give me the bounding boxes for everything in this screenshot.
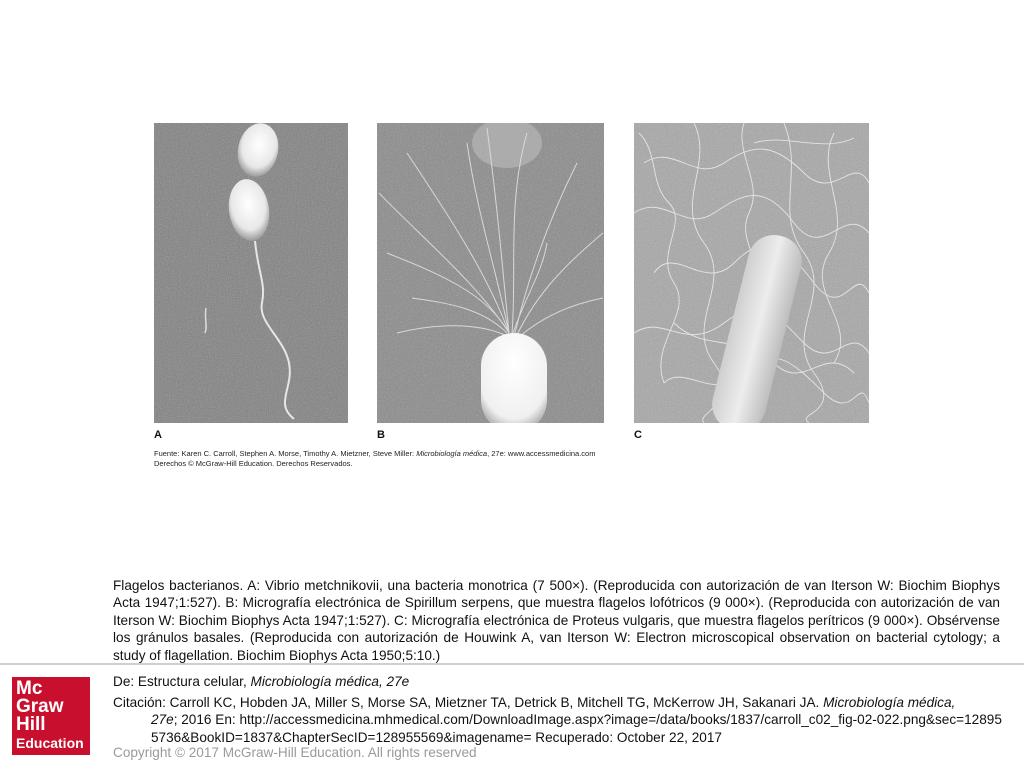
chapter-prefix: De: Estructura celular, bbox=[113, 674, 251, 689]
logo-line-3: Hill bbox=[16, 714, 46, 735]
figure-source bbox=[154, 449, 595, 469]
divider bbox=[0, 663, 1024, 665]
logo-line-4: Education bbox=[16, 735, 84, 751]
source-title: Microbiología médica bbox=[416, 449, 488, 458]
panel-label-a: A bbox=[154, 429, 162, 441]
book-title: Microbiología médica, 27e bbox=[250, 674, 410, 689]
figure-caption: Flagelos bacterianos. A: Vibrio metchnikovii, una bacteria monotrica (7 500×). (Reproducida con autorización de van Iterson W: Biochim Biophys Acta 1947;1:527). B: Micrografía electrónica de Spirillum serpens, que muestra flagelos lofótricos (9 000×). (Reproducida con autorización de van Iterson W: Biochim Biophys Acta 1947;1:527). C: Micrografía electrónica de Proteus vulgaris, que muestra flagelos perítricos (9 000×). Obsérvense los gránulos basales. (Reproducida con autorización de Houwink A, van Iterson W: Electron microscopical observation on bacterial cytology; a study of flagellation. Biochim Biophys Acta 1950;5:10.) bbox=[113, 578, 1000, 663]
panel-label-b: B bbox=[377, 429, 385, 441]
micrograph-panel-c bbox=[634, 123, 869, 423]
logo-line-1: Mc bbox=[16, 678, 43, 699]
citation-title-a: Microbiología médica, bbox=[823, 695, 956, 710]
citation-title-b: 27e bbox=[151, 712, 174, 728]
source-prefix: Fuente: Karen C. Carroll, Stephen A. Morse, Timothy A. Mietzner, Steve Miller: bbox=[154, 449, 417, 458]
panel-label-c: C bbox=[634, 429, 642, 441]
micrograph-panel-a bbox=[154, 123, 348, 423]
chapter-line bbox=[113, 673, 409, 690]
copyright-notice: Copyright © 2017 McGraw-Hill Education. All rights reserved bbox=[113, 745, 477, 760]
source-rights: Derechos © McGraw-Hill Education. Derechos Reservados. bbox=[154, 459, 353, 468]
micrograph-panel-b bbox=[377, 123, 604, 423]
mcgraw-hill-logo bbox=[12, 677, 90, 755]
source-suffix: , 27e: www.accessmedicina.com bbox=[487, 449, 596, 458]
citation-url: ; 2016 En: http://accessmedicina.mhmedical.com/DownloadImage.aspx?image=/data/books/1837/carroll_c02_fig-02-022.png&sec=128955736&BookID=1837&ChapterSecID=128955569&imagename= Recuperado: October 22, 2017 bbox=[151, 712, 1002, 745]
citation-authors: Citación: Carroll KC, Hobden JA, Miller S, Morse SA, Mietzner TA, Detrick B, Mitchell TG, McKerrow JH, Sakanari JA. bbox=[113, 695, 824, 710]
citation bbox=[113, 694, 1003, 746]
logo-line-2: Graw bbox=[16, 696, 64, 717]
